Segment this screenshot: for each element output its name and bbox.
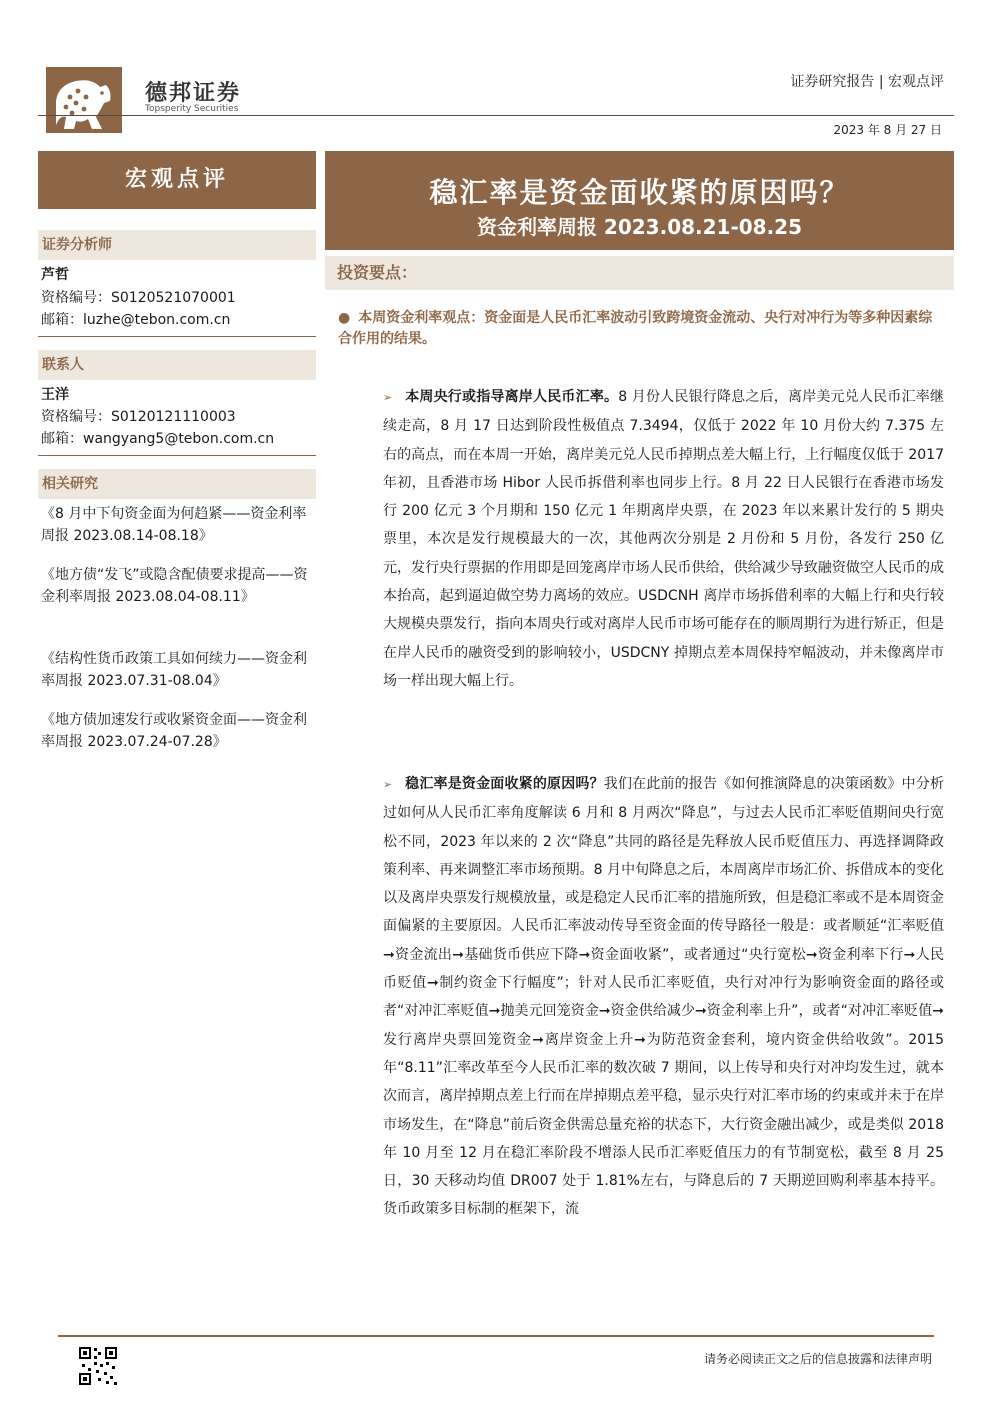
paragraph	[383, 383, 944, 695]
key-points-heading: 投资要点：	[325, 256, 954, 290]
sidebar-divider	[38, 336, 316, 337]
company-logo-icon	[46, 67, 122, 133]
paragraph-lead: 稳汇率是资金面收紧的原因吗？	[405, 776, 604, 792]
contact-license: 资格编号：S0120121110003	[41, 409, 236, 425]
category-banner	[38, 151, 316, 209]
category-label: 宏观点评	[124, 167, 229, 192]
arrow-bullet-icon: ➢	[383, 778, 393, 791]
contact-email[interactable]: 邮箱：wangyang5@tebon.com.cn	[41, 431, 275, 447]
related-research-item[interactable]: 《地方债加速发行或收紧资金面——资金利率周报 2023.07.24-07.28》	[41, 712, 307, 750]
report-subtitle: 资金利率周报 2023.08.21-08.25	[476, 215, 803, 239]
related-research-item[interactable]: 《地方债“发飞”或隐含配债要求提高——资金利率周报 2023.08.04-08.11》	[41, 567, 308, 605]
related-research-item[interactable]: 《8 月中下旬资金面为何趋紧——资金利率周报 2023.08.14-08.18》	[41, 506, 307, 544]
analyst-email[interactable]: 邮箱：luzhe@tebon.com.cn	[41, 312, 231, 328]
company-name-cn: 德邦证券	[145, 81, 242, 106]
arrow-bullet-icon: ➢	[383, 391, 393, 404]
footer-divider	[58, 1335, 934, 1337]
report-date: 2023 年 8 月 27 日	[833, 123, 942, 137]
title-banner	[325, 151, 954, 250]
analyst-heading: 证券分析师	[38, 230, 316, 260]
analyst-name: 芦哲	[41, 267, 69, 283]
contact-heading: 联系人	[38, 350, 316, 380]
paragraph	[383, 770, 944, 1224]
analyst-license: 资格编号：S0120521070001	[41, 290, 236, 306]
qr-code-icon	[78, 1346, 118, 1386]
bullet-dot-icon: ●	[338, 310, 351, 326]
paragraph-text: 我们在此前的报告《如何推演降息的决策函数》中分析过如何从人民币汇率角度解读 6 月和 8 月两次“降息”，与过去人民币汇率贬值期间央行宽松不同，2023 年以来的 2 次“降息”共同的路径是先释放人民币贬值压力、再选择调降政策利率、再来调整汇率市场预期。8 月中旬降息之后，本周离岸市场汇价、拆借成本的变化以及离岸央票发行规模放量，或是稳定人民币汇率的措施所致，但是稳汇率或不是本周资金面偏紧的主要原因。人民币汇率波动传导至资金面的传导路径一般是：或者顺延“汇率贬值➞资金流出➞基础货币供应下降➞资金面收紧”，或者通过“央行宽松➞资金利率下行➞人民币贬值➞制约资金下行幅度”；针对人民币汇率贬值，央行对冲行为影响资金面的路径或者“对冲汇率贬值➞抛美元回笼资金➞资金供给减少➞资金利率上升”，或者“对冲汇率贬值➞发行离岸央票回笼资金➞离岸资金上升➞为防范资金套利，境内资金供给收敛”。2015 年“8.11”汇率改革至今人民币汇率的数次破 7 期间，以上传导和央行对冲均发生过，就本次而言，离岸掉期点差上行而在岸掉期点差平稳，显示央行对汇率市场的约束或并未于在岸市场发生，在“降息”前后资金供需总量充裕的状态下，大行资金融出减少，或是类似 2018 年 10 月至 12 月在稳汇率阶段不增添人民币汇率贬值压力的有节制宽松，截至 8 月 25 日，30 天移动均值 DR007 处于 1.81%左右，与降息后的 7 天期逆回购利率基本持平。货币政策多目标制的框架下，流	[383, 776, 945, 1218]
paragraph-lead: 本周央行或指导离岸人民币汇率。	[405, 389, 619, 405]
report-type: 证券研究报告 | 宏观点评	[790, 74, 944, 90]
summary-bullet	[338, 308, 946, 350]
contact-name: 王洋	[41, 387, 69, 403]
paragraph-text: 8 月份人民银行降息之后，离岸美元兑人民币汇率继续走高，8 月 17 日达到阶段性极值点 7.3494，仅低于 2022 年 10 月份大约 7.375 左右的高点，而在本周一开始，离岸美元兑人民币掉期点差大幅上行，上行幅度仅低于 2017 年初，且香港市场 Hibor 人民币拆借利率也同步上行。8 月 22 日人民银行在香港市场发行 200 亿元 3 个月期和 150 亿元 1 年期离岸央票，在 2023 年以来累计发行的 5 期央票里，本次是发行规模最大的一次，其他两次分别是 2 月份和 5 月份，各发行 250 亿元，发行央行票据的作用即是回笼离岸市场人民币供给，供给减少导致融资做空人民币的成本抬高，起到逼迫做空势力离场的效应。USDCNH 离岸市场拆借利率的大幅上行和央行较大规模央票发行，指向本周央行或对离岸人民币市场可能存在的顺周期行为进行矫正，但是在岸人民币的融资受到的影响较小，USDCNY 掉期点差本周保持窄幅波动，并未像离岸市场一样出现大幅上行。	[383, 389, 944, 689]
company-name-en: Topsperity Securities	[145, 104, 239, 114]
related-research-heading: 相关研究	[38, 469, 316, 499]
header-divider	[38, 115, 954, 116]
related-research-item[interactable]: 《结构性货币政策工具如何续力——资金利率周报 2023.07.31-08.04》	[41, 651, 307, 689]
disclaimer-note: 请务必阅读正文之后的信息披露和法律声明	[703, 1352, 932, 1366]
summary-text: 本周资金利率观点：资金面是人民币汇率波动引致跨境资金流动、央行对冲行为等多种因素综合作用的结果。	[338, 310, 933, 347]
sidebar-divider	[38, 455, 316, 456]
report-title: 稳汇率是资金面收紧的原因吗？	[429, 176, 850, 209]
